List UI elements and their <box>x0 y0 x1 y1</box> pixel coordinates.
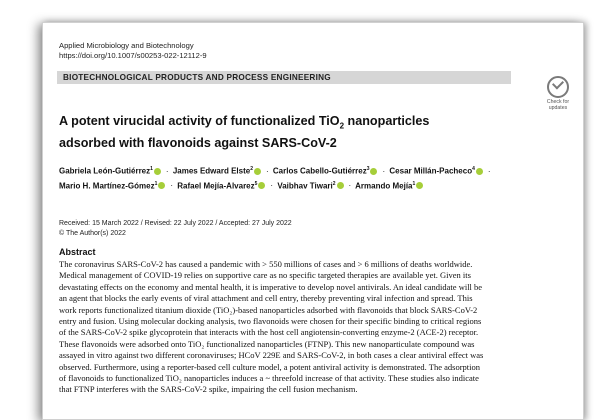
orcid-icon[interactable] <box>337 182 344 189</box>
orcid-icon[interactable] <box>416 182 423 189</box>
orcid-icon[interactable] <box>370 168 377 175</box>
orcid-icon[interactable] <box>158 182 165 189</box>
paper-page <box>42 22 584 420</box>
abstract-line: entry and fusion. Using molecular docking analysis, two flavonoids were chosen for their specific binding to critical regions <box>59 316 482 327</box>
abstract-line: devastating effects on the economy and mental health, it is imperative to develop novel antivirals. An ideal candidate will be <box>59 281 483 292</box>
abstract-line: These flavonoids were adsorbed onto TiO₂ functionalized nanoparticles (FTNP). This new nanoparticulate compound was <box>59 338 475 349</box>
author-name[interactable]: Rafael Mejía-Alvarez <box>177 181 255 191</box>
check-for-updates-button[interactable] <box>541 76 575 111</box>
abstract-line: The coronavirus SARS-CoV-2 has caused a pandemic with > 550 millions of cases and > 6 millions of deaths worldwide. <box>59 259 473 269</box>
author-name[interactable]: Vaibhav Tiwari <box>277 181 333 191</box>
abstract-heading: Abstract <box>59 247 96 257</box>
section-banner: BIOTECHNOLOGICAL PRODUCTS AND PROCESS ENGINEERING <box>57 71 511 84</box>
author-name[interactable]: Mario H. Martínez-Gómez <box>59 181 155 191</box>
orcid-icon[interactable] <box>154 168 161 175</box>
check-updates-label: Check for updates <box>546 99 570 111</box>
abstract-line: of flavonoids to functionalized TiO₂ nanoparticles induces a ~ threefold increase of that activity. These studies also indicate <box>59 373 479 384</box>
abstract-line: work reports functionalized titanium dioxide (TiO₂)-based nanoparticles adsorbed with flavonoids that block SARS-CoV-2 <box>59 304 478 315</box>
author-name[interactable]: Carlos Cabello-Gutiérrez <box>272 166 367 176</box>
abstract-line: that FTNP interferes with the SARS-CoV-2 spike, impairing the cell fusion mechanism. <box>59 384 358 395</box>
abstract-line: of the SARS-CoV-2 spike glycoprotein that interacts with the host cell angiotensin-converting enzyme-2 (ACE-2) receptor. <box>59 327 479 338</box>
author-name[interactable]: Armando Mejía <box>355 181 413 191</box>
journal-name: Applied Microbiology and Biotechnology <box>59 41 194 50</box>
author-name[interactable]: James Edward Elste <box>172 166 251 176</box>
orcid-icon[interactable] <box>476 168 483 175</box>
abstract-text <box>59 259 569 396</box>
author-name[interactable]: Gabriela León-Gutiérrez <box>59 166 151 176</box>
orcid-icon[interactable] <box>254 168 261 175</box>
abstract-line: Medical management of COVID-19 relies on supportive care as no specific targeted therapies are available yet. Given its <box>59 270 471 281</box>
abstract-line: assayed in vitro against two different coronaviruses; HCoV 229E and SARS-CoV-2, in both cases a clear antiviral effect was <box>59 350 484 361</box>
publication-dates <box>59 219 292 238</box>
paper-title: A potent virucidal activity of functionalized TiO$_2$ nanoparticles adsorbed with flavonoids against SARS-CoV-2 <box>59 114 430 150</box>
abstract-line: an agent that blocks the early events of viral attachment and cell entry, thereby preventing viral infection and spread. This <box>59 293 473 304</box>
journal-info <box>59 41 207 61</box>
author-list: Gabriela León-Gutiérrez$^1$ · James Edward Elste$^2$ · Carlos Cabello-Gutiérrez$^3$ · Cesar Millán-Pacheco$^4$ · Mario H. Martínez-Gómez$^1$ · Rafael Mejía-Alvarez$^5$ · Vaibhav Tiwari$^2$ · Armando Mejía$^1$ <box>59 166 491 191</box>
orcid-icon[interactable] <box>258 182 265 189</box>
check-updates-icon <box>547 76 569 98</box>
journal-doi-link[interactable]: https://doi.org/10.1007/s00253-022-12112-9 <box>59 51 207 60</box>
abstract-line: observed. Furthermore, using a reporter-based cell culture model, a potent antiviral activity is demonstrated. The adsorption <box>59 361 481 372</box>
copyright-line: © The Author(s) 2022 <box>59 229 126 237</box>
history-dates: Received: 15 March 2022 / Revised: 22 July 2022 / Accepted: 27 July 2022 <box>59 220 292 227</box>
author-name[interactable]: Cesar Millán-Pacheco <box>389 166 473 176</box>
